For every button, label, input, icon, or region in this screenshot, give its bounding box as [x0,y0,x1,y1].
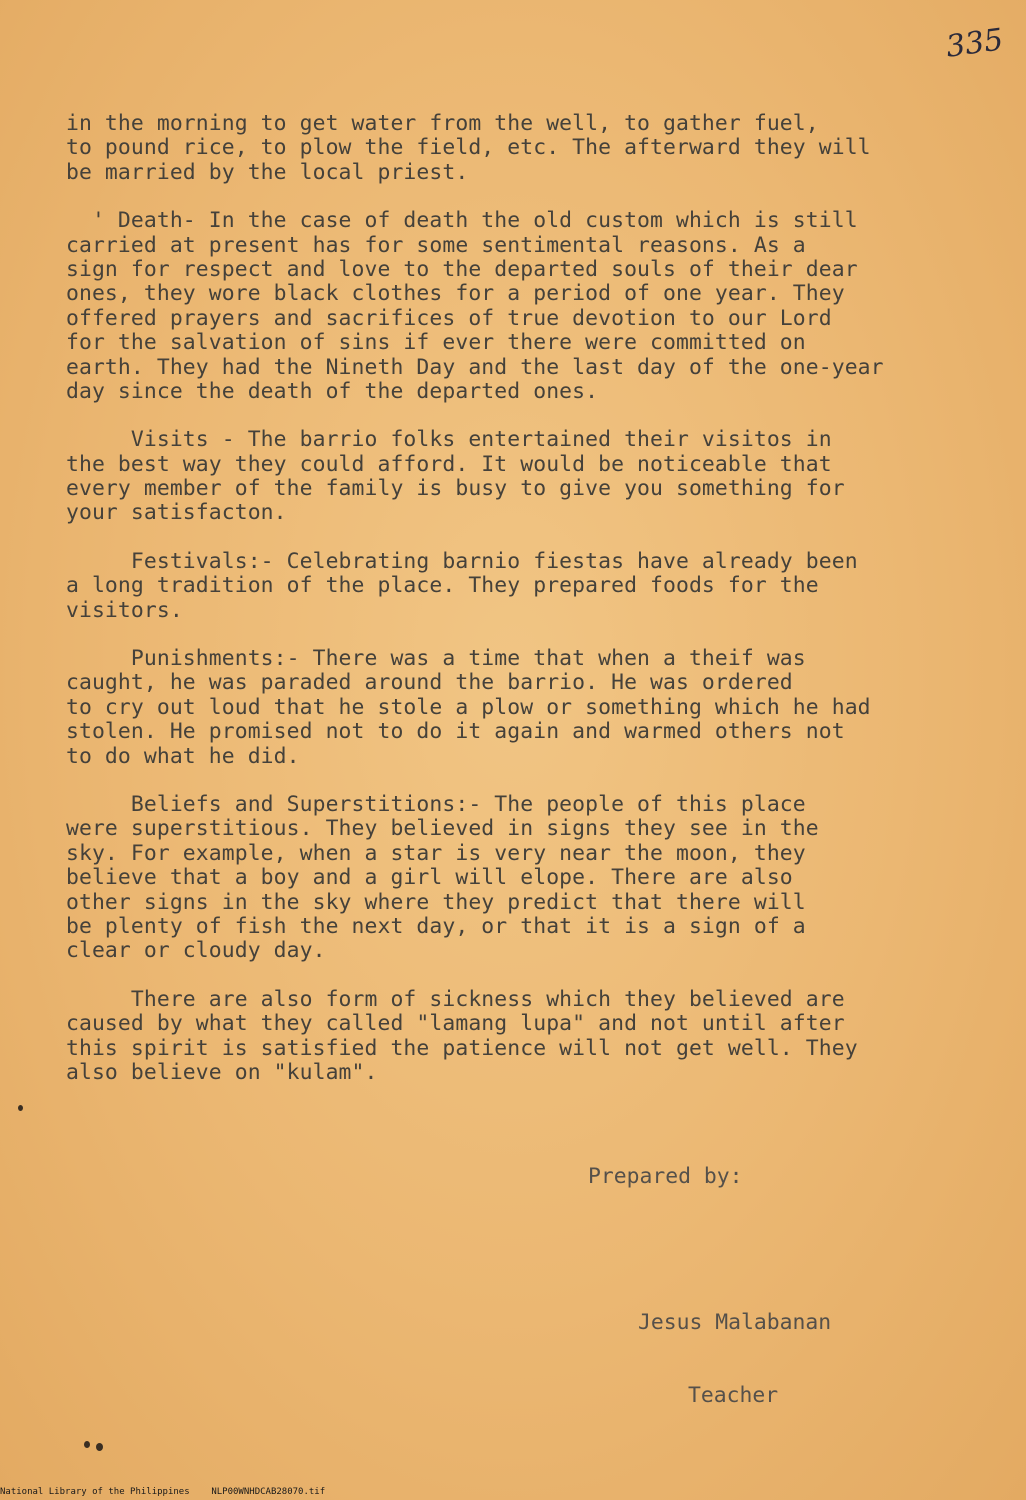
text-line: to do what he did. [66,743,300,769]
paragraph-gap [66,526,986,550]
ink-speck [96,1443,103,1451]
text-line: visitors. [66,597,183,623]
text-line: caused by what they called "lamang lupa" and not until after [66,1011,845,1037]
text-line: every member of the family is busy to give you something for [66,476,845,502]
typewritten-body [66,112,986,1085]
text-line: in the morning to get water from the well, to gather fuel, [66,111,819,136]
text-line: to pound rice, to plow the field, etc. The afterward they will [66,135,871,161]
text-line: stolen. He promised not to do it again and warmed others not [66,719,845,745]
scan-footer [0,1487,1026,1497]
text-line: Beliefs and Superstitions:- The people of this place [66,791,806,817]
text-line: also believe on "kulam". [66,1059,378,1085]
text-line: sky. For example, when a star is very near the moon, they [66,840,806,866]
text-line: day since the death of the departed ones. [66,378,599,404]
scan-filename: NLP00WNHDCAB28070.tif [211,1487,326,1497]
text-line: other signs in the sky where they predict that there will [66,889,806,915]
ink-speck [84,1441,90,1448]
handwritten-page-number: 335 [943,22,1006,65]
paragraph-gap [66,404,986,428]
text-line: sign for respect and love to the departed souls of their dear [66,256,858,282]
text-line: to cry out loud that he stole a plow or something which he had [66,694,871,720]
text-line: Visits - The barrio folks entertained their visitos in [66,427,832,453]
spacer [588,1238,831,1262]
text-line: carried at present has for some sentimental reasons. As a [66,232,806,258]
prepared-by-label: Prepared by: [588,1163,743,1189]
text-line: There are also form of sickness which they believed are [66,986,845,1012]
text-line: were superstitious. They believed in signs they see in the [66,816,819,842]
text-line: this spirit is satisfied the patience will not get well. They [66,1035,858,1061]
paragraph-gap [66,769,986,793]
paragraph-gap [66,964,986,988]
paragraph-gap [66,623,986,647]
paragraph-gap [66,185,986,209]
text-line: be married by the local priest. [66,159,469,185]
text-line: believe that a boy and a girl will elope. There are also [66,865,793,891]
text-line: for the salvation of sins if ever there were committed on [66,330,806,356]
text-line: ones, they wore black clothes for a period of one year. They [66,281,845,307]
text-line: earth. They had the Nineth Day and the last day of the one-year [66,354,884,380]
ink-speck [18,1105,23,1111]
text-line: be plenty of fish the next day, or that it is a sign of a [66,913,806,939]
text-line: a long tradition of the place. They prepared foods for the [66,573,819,599]
text-line: Festivals:- Celebrating barnio fiestas have already been [66,548,858,574]
text-line: the best way they could afford. It would be noticeable that [66,451,832,477]
author-title: Teacher [688,1383,779,1409]
text-line: caught, he was paraded around the barrio. He was ordered [66,670,793,696]
text-line: offered prayers and sacrifices of true devotion to our Lord [66,305,832,331]
signature-block [588,1116,831,1457]
text-line: Punishments:- There was a time that when a theif was [66,646,806,672]
library-credit: National Library of the Philippines [0,1487,190,1497]
author-name: Jesus Malabanan [638,1309,832,1335]
text-line: clear or cloudy day. [66,938,326,964]
text-line: ' Death- In the case of death the old custom which is still [66,208,858,234]
text-line: your satisfacton. [66,500,287,526]
